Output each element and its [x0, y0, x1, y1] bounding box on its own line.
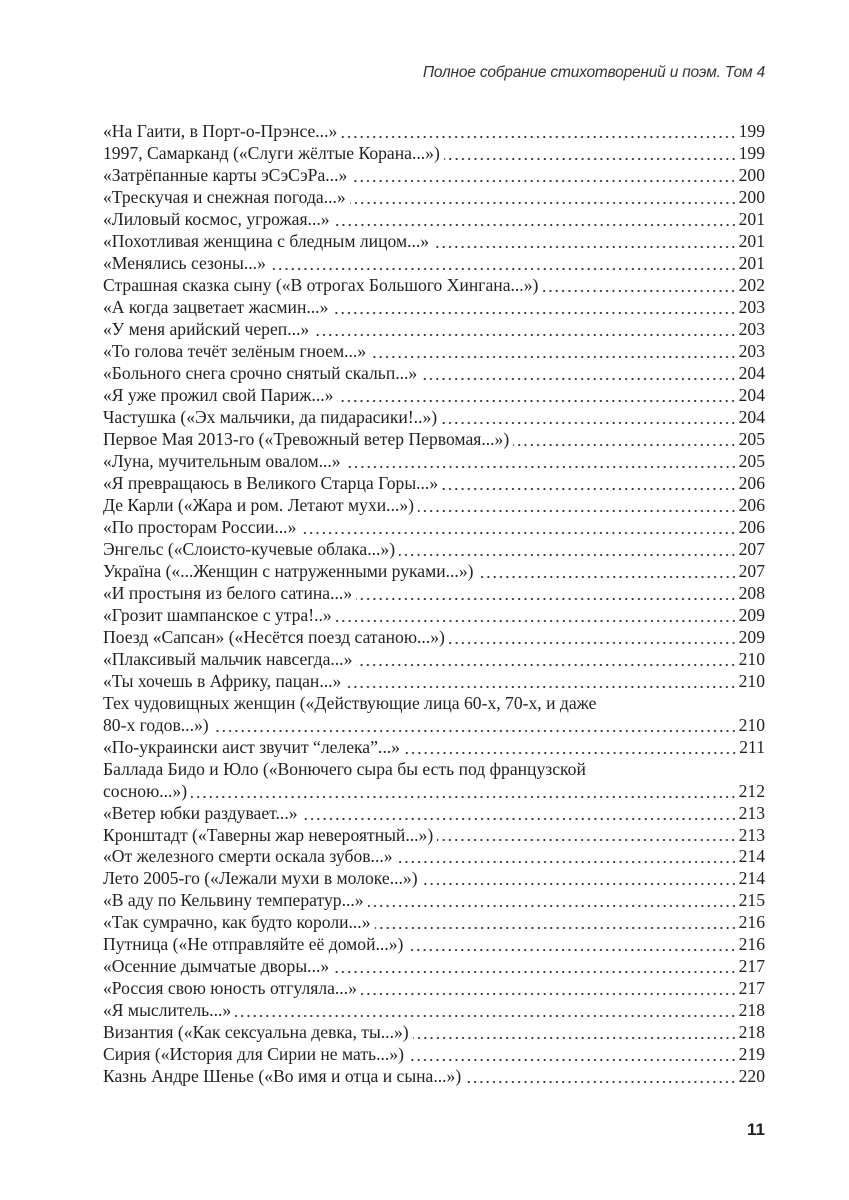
entry-title: «Больного снега срочно снятый скальп...»: [103, 362, 418, 383]
entry-title: Кронштадт («Таверны жар невероятный...»): [103, 824, 434, 845]
entry-page: 206: [738, 472, 765, 493]
entry-title: Баллада Бидо и Юло («Вонючего сыра бы есть под французской: [103, 758, 586, 779]
dot-leader: [345, 451, 737, 469]
entry-page: 218: [738, 1022, 765, 1043]
toc-entry[interactable]: [103, 165, 765, 187]
entry-page: 209: [738, 626, 765, 647]
entry-title: Страшная сказка сыну («В отрогах Большого Хингана...»): [103, 274, 539, 295]
toc-entry[interactable]: [103, 934, 765, 956]
entry-title: 1997, Самарканд («Слуги жёлтые Корана...»): [103, 142, 440, 163]
entry-page: 210: [738, 648, 765, 669]
entry-page: 205: [738, 428, 765, 449]
dot-leader: [191, 781, 737, 799]
dot-leader: [433, 231, 737, 249]
dot-leader: [413, 1023, 737, 1041]
toc-entry[interactable]: [103, 517, 765, 539]
entry-title: «Затрёпанные карты эСэСэРа...»: [103, 164, 348, 185]
entry-title: «Плаксивый мальчик навсегда...»: [103, 648, 353, 669]
entry-page: 211: [739, 736, 765, 757]
dot-leader: [418, 495, 737, 513]
entry-title: Энгельс («Слоисто-кучевые облака...»): [103, 538, 396, 559]
entry-title: «Луна, мучительным овалом...»: [103, 450, 341, 471]
entry-title: «Я уже прожил свой Париж...»: [103, 384, 334, 405]
toc-entry[interactable]: [103, 825, 765, 847]
entry-title: «Так сумрачно, как будто короли...»: [103, 912, 371, 933]
entry-page: 204: [738, 362, 765, 383]
toc-entry[interactable]: [103, 605, 765, 627]
dot-leader: [437, 825, 736, 843]
entry-page: 205: [738, 450, 765, 471]
toc-entry[interactable]: [103, 890, 765, 912]
dot-leader: [542, 275, 736, 293]
dot-leader: [341, 121, 736, 139]
entry-title: «Я превращаюсь в Великого Старца Горы...»: [103, 472, 439, 493]
toc-entry[interactable]: [103, 671, 765, 693]
toc-entry[interactable]: [103, 363, 765, 385]
toc-entry[interactable]: [103, 693, 765, 737]
entry-page: 210: [738, 714, 765, 735]
toc-entry[interactable]: [103, 627, 765, 649]
entry-title: Частушка («Эх мальчики, да пидарасики!..»): [103, 406, 438, 427]
dot-leader: [213, 715, 737, 733]
toc-entry[interactable]: [103, 231, 765, 253]
entry-title: Україна («...Женщин с натруженными руками...»): [103, 560, 474, 581]
entry-title: «Лиловый космос, угрожая...»: [103, 208, 330, 229]
entry-page: 199: [738, 121, 765, 141]
entry-title: Лето 2005-го («Лежали мухи в молоке...»): [103, 868, 418, 889]
toc-entry[interactable]: [103, 451, 765, 473]
toc-entry[interactable]: [103, 495, 765, 517]
toc-entry[interactable]: [103, 978, 765, 1000]
dot-leader: [337, 385, 736, 403]
entry-page: 213: [738, 824, 765, 845]
entry-page: 199: [738, 142, 765, 163]
entry-page: 206: [738, 494, 765, 515]
entry-page: 217: [738, 978, 765, 999]
entry-page: 218: [738, 1000, 765, 1021]
entry-page: 202: [738, 274, 765, 295]
entry-page: 201: [738, 208, 765, 229]
toc-entry[interactable]: [103, 759, 765, 803]
dot-leader: [441, 407, 736, 425]
entry-page: 206: [738, 516, 765, 537]
entry-title: «То голова течёт зелёным гноем...»: [103, 340, 367, 361]
toc-entry[interactable]: [103, 275, 765, 297]
entry-page: 204: [738, 406, 765, 427]
dot-leader: [407, 935, 736, 953]
entry-page: 203: [738, 296, 765, 317]
entry-title: Первое Мая 2013-го («Тревожный ветер Первомая...»): [103, 428, 510, 449]
entry-page: 216: [738, 934, 765, 955]
entry-title: Де Карли («Жара и ром. Летают мухи...»): [103, 494, 415, 515]
dot-leader: [370, 341, 736, 359]
dot-leader: [313, 319, 736, 337]
entry-title-continued: сосною...»): [103, 780, 188, 801]
entry-title: «А когда зацветает жасмин...»: [103, 296, 329, 317]
entry-page: 210: [738, 670, 765, 691]
entry-title: Поезд «Сапсан» («Несётся поезд сатаною...»): [103, 626, 445, 647]
dot-leader: [361, 979, 737, 997]
entry-title: Путница («Не отправляйте её домой...»): [103, 934, 404, 955]
toc-entry[interactable]: [103, 649, 765, 671]
entry-page: 207: [738, 560, 765, 581]
toc-entry[interactable]: [103, 846, 765, 868]
toc-entry[interactable]: [103, 1044, 765, 1066]
toc-entry[interactable]: [103, 429, 765, 451]
table-of-contents: [103, 121, 765, 1088]
entry-page: 214: [738, 868, 765, 889]
dot-leader: [399, 539, 737, 557]
entry-page: 200: [738, 164, 765, 185]
toc-entry[interactable]: [103, 187, 765, 209]
entry-page: 203: [738, 340, 765, 361]
dot-leader: [421, 363, 736, 381]
dot-leader: [513, 429, 736, 447]
dot-leader: [375, 913, 737, 931]
entry-page: 212: [738, 780, 765, 801]
toc-entry[interactable]: [103, 561, 765, 583]
dot-leader: [302, 803, 737, 821]
entry-title: «В аду по Кельвину температур...»: [103, 890, 364, 911]
entry-page: 214: [738, 846, 765, 867]
entry-title: «Похотливая женщина с бледным лицом...»: [103, 230, 430, 251]
dot-leader: [332, 297, 736, 315]
toc-entry[interactable]: [103, 539, 765, 561]
entry-page: 201: [738, 230, 765, 251]
entry-title: «Осенние дымчатые дворы...»: [103, 956, 330, 977]
entry-title: «Россия свою юность отгуляла...»: [103, 978, 357, 999]
entry-page: 216: [738, 912, 765, 933]
dot-leader: [350, 187, 737, 205]
dot-leader: [356, 583, 736, 601]
entry-page: 219: [738, 1044, 765, 1065]
entry-title: «Менялись сезоны...»: [103, 252, 266, 273]
dot-leader: [397, 847, 737, 865]
entry-page: 204: [738, 384, 765, 405]
entry-title: «Трескучая и снежная погода...»: [103, 186, 346, 207]
entry-title: «У меня арийский череп...»: [103, 318, 310, 339]
toc-entry[interactable]: [103, 341, 765, 363]
entry-title: «По-украински аист звучит “лелека”...»: [103, 736, 400, 757]
dot-leader: [408, 1045, 737, 1063]
toc-entry[interactable]: [103, 956, 765, 978]
dot-leader: [444, 143, 737, 161]
running-head: Полное собрание стихотворений и поэм. Том 4: [422, 64, 765, 81]
dot-leader: [334, 209, 737, 227]
page-number: 11: [747, 1120, 765, 1139]
entry-title: Византия («Как сексуальна девка, ты...»): [103, 1022, 409, 1043]
entry-page: 213: [738, 802, 765, 823]
entry-page: 200: [738, 186, 765, 207]
entry-page: 217: [738, 956, 765, 977]
toc-entry[interactable]: [103, 1066, 765, 1088]
entry-title: «Я мыслитель...»: [103, 1000, 232, 1021]
entry-title: «По просторам России...»: [103, 516, 297, 537]
toc-entry[interactable]: [103, 253, 765, 275]
entry-title: Сирия («История для Сирии не мать...»): [103, 1044, 404, 1065]
dot-leader: [351, 165, 736, 183]
dot-leader: [368, 891, 737, 909]
dot-leader: [356, 649, 736, 667]
dot-leader: [478, 561, 737, 579]
entry-page: 207: [738, 538, 765, 559]
toc-entry[interactable]: [103, 912, 765, 934]
entry-title: «Грозит шампанское с утра!..»: [103, 604, 332, 625]
entry-title: «Ты хочешь в Африку, пацан...»: [103, 670, 342, 691]
toc-entry[interactable]: [103, 143, 765, 165]
toc-entry[interactable]: [103, 319, 765, 341]
entry-page: 209: [738, 604, 765, 625]
dot-leader: [449, 627, 737, 645]
entry-title: «Ветер юбки раздувает...»: [103, 802, 298, 823]
dot-leader: [336, 605, 737, 623]
dot-leader: [422, 869, 737, 887]
entry-page: 215: [738, 890, 765, 911]
dot-leader: [404, 737, 737, 755]
toc-entry[interactable]: [103, 1000, 765, 1022]
entry-title: Тех чудовищных женщин («Действующие лица 60-х, 70-х, и даже: [103, 692, 597, 713]
toc-entry[interactable]: [103, 121, 765, 143]
toc-entry[interactable]: [103, 868, 765, 890]
toc-entry[interactable]: [103, 209, 765, 231]
dot-leader: [465, 1067, 736, 1085]
entry-title: «От железного смерти оскала зубов...»: [103, 846, 393, 867]
entry-title: «На Гаити, в Порт-о-Прэнсе...»: [103, 121, 338, 141]
entry-page: 208: [738, 582, 765, 603]
entry-page: 203: [738, 318, 765, 339]
dot-leader: [235, 1001, 736, 1019]
toc-entry[interactable]: [103, 385, 765, 407]
toc-entry[interactable]: [103, 473, 765, 495]
entry-page: 201: [738, 252, 765, 273]
dot-leader: [442, 473, 736, 491]
entry-title: Казнь Андре Шенье («Во имя и отца и сына...»): [103, 1066, 462, 1087]
dot-leader: [333, 957, 736, 975]
entry-title: «И простыня из белого сатина...»: [103, 582, 353, 603]
toc-entry[interactable]: [103, 583, 765, 605]
entry-page: 220: [738, 1066, 765, 1087]
toc-entry[interactable]: [103, 803, 765, 825]
toc-entry[interactable]: [103, 737, 765, 759]
toc-entry[interactable]: [103, 1022, 765, 1044]
dot-leader: [300, 517, 736, 535]
toc-entry[interactable]: [103, 297, 765, 319]
dot-leader: [345, 671, 736, 689]
entry-title-continued: 80-х годов...»): [103, 714, 209, 735]
dot-leader: [270, 253, 737, 271]
toc-entry[interactable]: [103, 407, 765, 429]
